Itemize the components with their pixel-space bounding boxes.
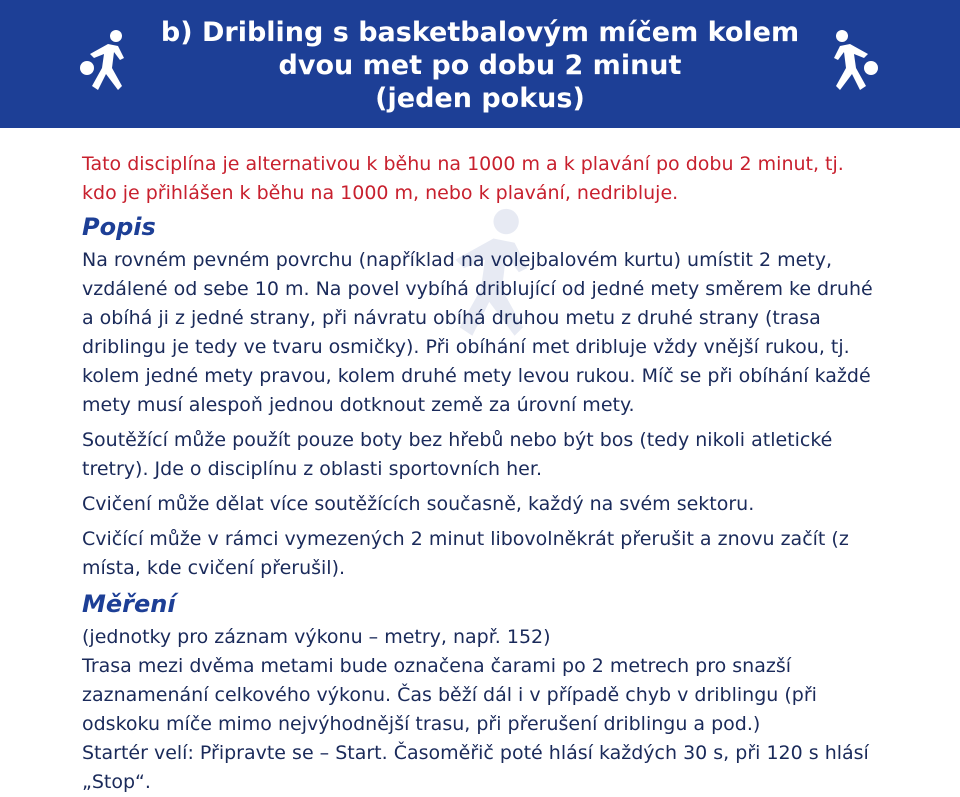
- title-line-1: b) Dribling s basketbalovým míčem kolem: [160, 17, 800, 48]
- popis-paragraph-4: Cvičící může v rámci vymezených 2 minut libovolněkrát přerušit a znovu začít (z místa, kde cvičení přerušil).: [82, 528, 849, 579]
- document-body: [82, 150, 882, 797]
- popis-paragraph-1: Na rovném pevném povrchu (například na volejbalovém kurtu) umístit 2 mety, vzdálené od sebe 10 m. Na povel vybíhá driblující od jedné mety směrem ke druhé a obíhá ji z jedné strany, při návratu obíhá druhou metu z druhé strany (trasa driblingu je tedy ve tvaru osmičky). Při obíhání met dribluje vždy vnější rukou, tj. kolem jedné mety pravou, kolem druhé mety levou rukou. Míč se při obíhání každé mety musí alespoň jednou dotknout země za úrovní mety.: [82, 249, 873, 416]
- popis-paragraph-3: Cvičení může dělat více soutěžících současně, každý na svém sektoru.: [82, 493, 755, 515]
- mereni-paragraph-1: Trasa mezi dvěma metami bude označena čarami po 2 metrech pro snazší zaznamenání celkového výkonu. Čas běží dál i v případě chyb v driblingu (při odskoku míče mimo nejvýhodnější trasu, při přerušení driblingu a pod.): [82, 655, 817, 735]
- title-line-2: dvou met po dobu 2 minut: [278, 50, 682, 81]
- section-heading-popis: Popis: [82, 213, 156, 241]
- header-banner: [0, 0, 960, 128]
- intro-line: kdo je přihlášen k běhu na 1000 m, nebo k plavání, nedribluje.: [82, 182, 679, 204]
- title-line-3: (jeden pokus): [375, 83, 585, 114]
- intro-line: Tato disciplína je alternativou k běhu na 1000 m a k plavání po dobu 2 minut, tj.: [82, 153, 844, 175]
- intro-paragraph: [82, 150, 882, 208]
- section-heading-mereni: Měření: [82, 590, 176, 618]
- mereni-units: (jednotky pro záznam výkonu – metry, např. 152): [82, 626, 551, 648]
- popis-paragraph-2: Soutěžící může použít pouze boty bez hřebů nebo být bos (tedy nikoli atletické tretry). Jde o disciplínu z oblasti sportovních her.: [82, 429, 833, 480]
- page-title: [120, 16, 840, 115]
- basketball-player-icon: [828, 28, 880, 104]
- mereni-paragraph-2: Startér velí: Připravte se – Start. Časoměřič poté hlásí každých 30 s, při 120 s hlásí „Stop“.: [82, 742, 869, 793]
